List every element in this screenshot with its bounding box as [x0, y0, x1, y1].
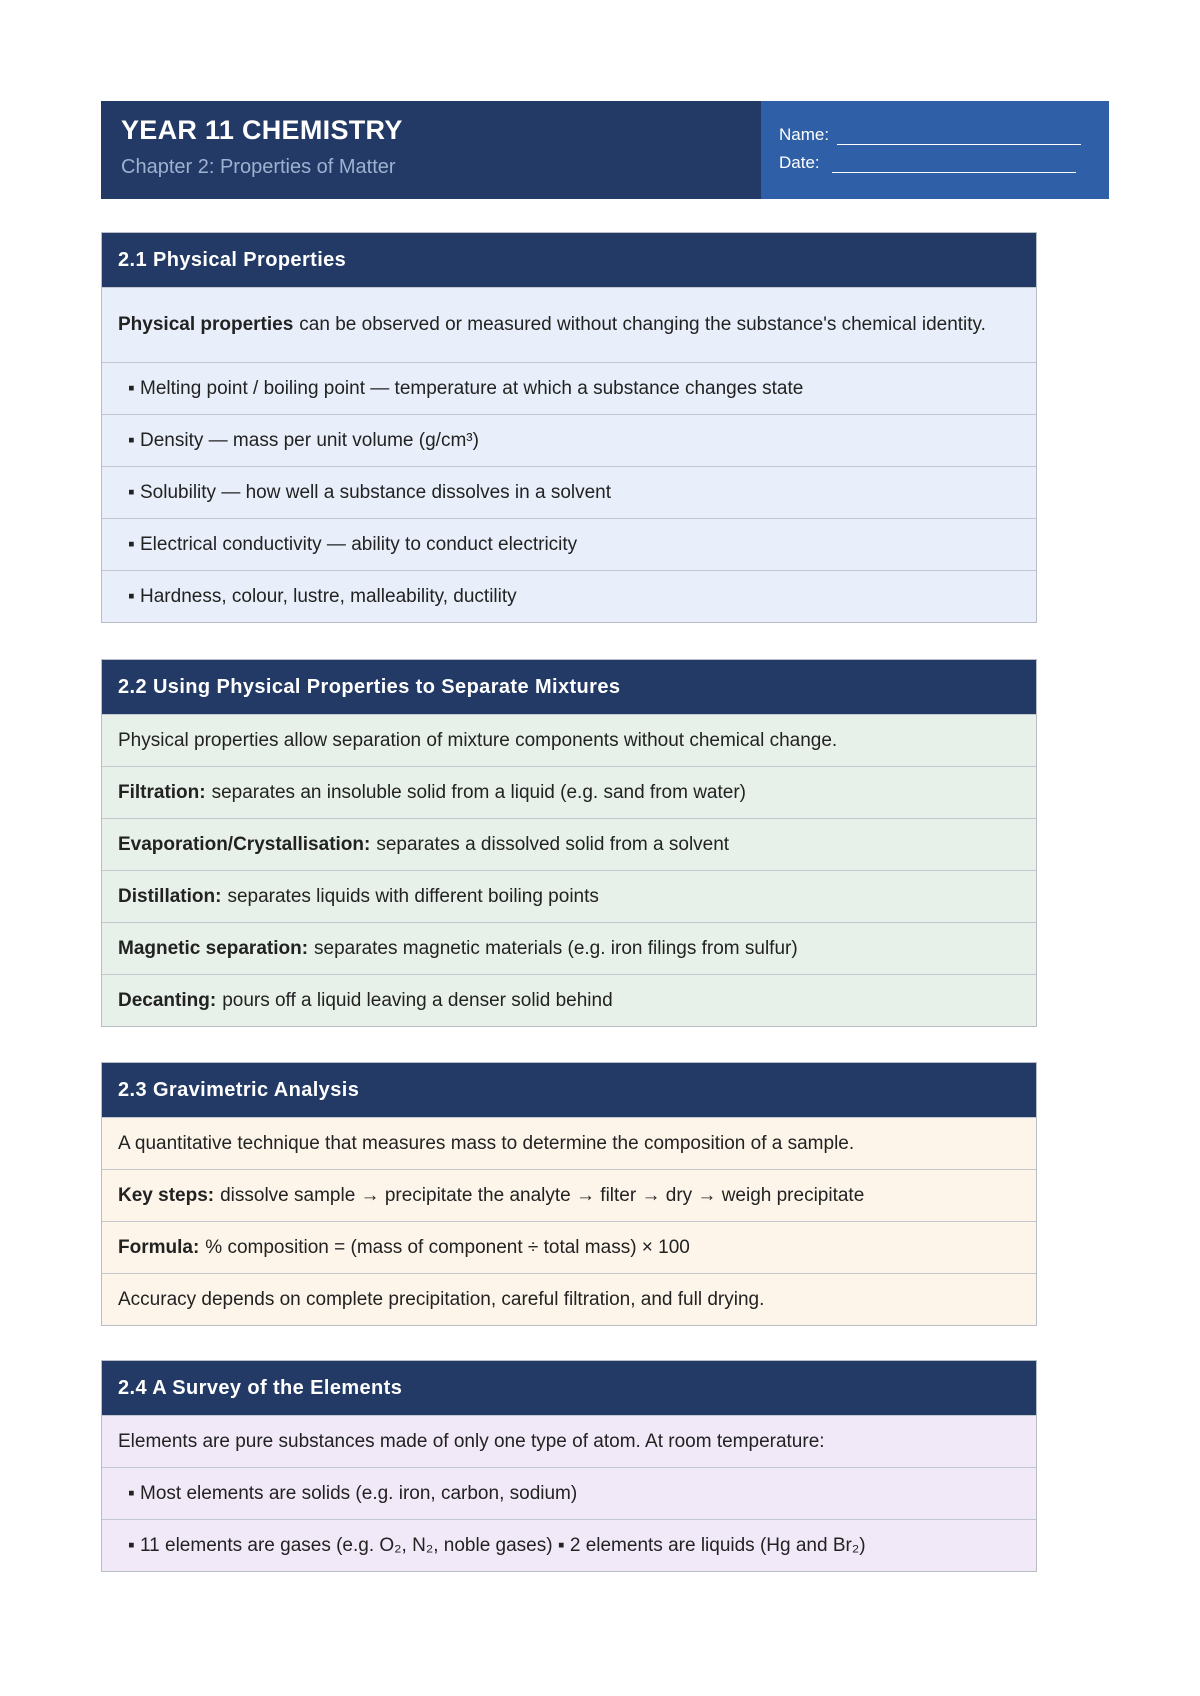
page-subtitle: Chapter 2: Properties of Matter	[121, 156, 396, 178]
key-steps-row	[102, 1169, 1036, 1221]
item-term: Evaporation/Crystallisation:	[118, 833, 371, 855]
list-item: ▪ 11 elements are gases (e.g. O₂, N₂, noble gases) ▪ 2 elements are liquids (Hg and Br₂)	[102, 1519, 1036, 1571]
name-blank-line	[837, 126, 1081, 145]
list-item: ▪ Hardness, colour, lustre, malleability, ductility	[102, 570, 1036, 622]
closing-note: Accuracy depends on complete precipitation, careful filtration, and full drying.	[102, 1273, 1036, 1325]
item-text: % composition = (mass of component ÷ total mass) × 100	[205, 1236, 690, 1258]
item-term: Key steps:	[118, 1184, 215, 1206]
list-item	[102, 766, 1036, 818]
list-item	[102, 818, 1036, 870]
list-item	[102, 974, 1036, 1026]
list-item	[102, 922, 1036, 974]
student-info-block	[761, 101, 1109, 199]
item-text: separates magnetic materials (e.g. iron filings from sulfur)	[314, 937, 798, 959]
item-term: Magnetic separation:	[118, 937, 309, 959]
formula-row	[102, 1221, 1036, 1273]
list-item: ▪ Solubility — how well a substance dissolves in a solvent	[102, 466, 1036, 518]
date-blank-line	[832, 154, 1076, 173]
name-field	[779, 117, 1109, 145]
list-item: ▪ Most elements are solids (e.g. iron, carbon, sodium)	[102, 1467, 1036, 1519]
date-field	[779, 145, 1109, 173]
item-text: separates liquids with different boiling points	[227, 885, 599, 907]
title-block	[101, 101, 761, 199]
item-text: separates a dissolved solid from a solvent	[376, 833, 730, 855]
section-intro: Physical properties allow separation of mixture components without chemical change.	[102, 714, 1036, 766]
section-heading: 2.1 Physical Properties	[102, 233, 1036, 287]
item-text: dissolve sample → precipitate the analyte → filter → dry → weigh precipitate	[220, 1184, 865, 1206]
section-intro: Elements are pure substances made of only one type of atom. At room temperature:	[102, 1415, 1036, 1467]
section-survey-of-elements	[101, 1360, 1037, 1572]
item-term: Filtration:	[118, 781, 206, 803]
section-intro	[102, 287, 1036, 362]
list-item: ▪ Electrical conductivity — ability to conduct electricity	[102, 518, 1036, 570]
intro-term: Physical properties	[118, 314, 294, 335]
worksheet-header	[101, 101, 1109, 199]
section-heading: 2.4 A Survey of the Elements	[102, 1361, 1036, 1415]
name-label: Name:	[779, 125, 830, 144]
section-gravimetric-analysis	[101, 1062, 1037, 1326]
section-heading: 2.2 Using Physical Properties to Separate Mixtures	[102, 660, 1036, 714]
section-heading: 2.3 Gravimetric Analysis	[102, 1063, 1036, 1117]
item-text: separates an insoluble solid from a liquid (e.g. sand from water)	[211, 781, 746, 803]
section-physical-properties	[101, 232, 1037, 623]
item-term: Decanting:	[118, 989, 217, 1011]
list-item: ▪ Density — mass per unit volume (g/cm³)	[102, 414, 1036, 466]
item-text: pours off a liquid leaving a denser solid behind	[222, 989, 613, 1011]
section-separating-mixtures	[101, 659, 1037, 1027]
intro-text: can be observed or measured without changing the substance's chemical identity.	[299, 314, 986, 335]
list-item	[102, 870, 1036, 922]
page-title: YEAR 11 CHEMISTRY	[121, 115, 403, 145]
section-intro: A quantitative technique that measures mass to determine the composition of a sample.	[102, 1117, 1036, 1169]
list-item: ▪ Melting point / boiling point — temperature at which a substance changes state	[102, 362, 1036, 414]
item-term: Formula:	[118, 1236, 200, 1258]
date-label: Date:	[779, 153, 820, 172]
item-term: Distillation:	[118, 885, 222, 907]
